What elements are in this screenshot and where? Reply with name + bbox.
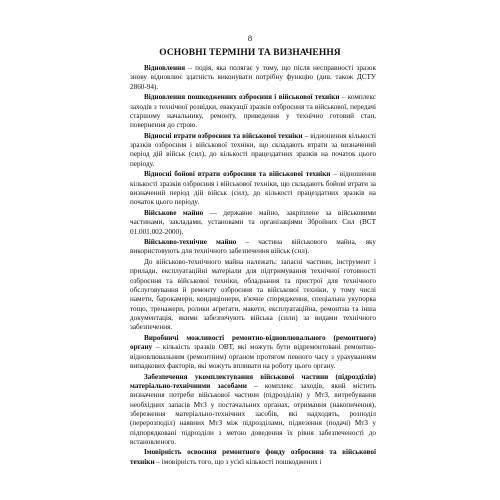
term: Відновлення пошкодженних озброєння і військової техніки <box>144 93 340 102</box>
term: Відносні бойові втрати озброєння та військової техніки <box>144 170 331 179</box>
term: Відносні втрати озброєння та військової техніки <box>144 131 303 140</box>
definition-paragraph <box>130 448 376 467</box>
page-number: 8 <box>247 33 253 43</box>
definition-paragraph <box>130 170 376 207</box>
document-body <box>130 64 376 468</box>
definition-paragraph <box>130 64 376 92</box>
definition-text: – комплекс заходів з технічної розвідки, евакуації зразків озброєння та військової, передачі старшому начальнику, ремонту, приведення у технічно готовий стан, повернення до строю. <box>130 93 376 130</box>
definition-paragraph <box>130 373 376 448</box>
definition-paragraph <box>130 238 376 257</box>
paragraph-text: До військово-технічного майна належать: запасні частини, інструмент і прилади, експлуатаційні матеріали для підтримування технічної готовності озброєння та військової техніки, обладнання та пристрої для технічного обслуговування й ремонту озброєння та військової техніки, у тому числі намети, барокамери, кондиціонери, в'ючне спорядження, спеціальна укупорка тощо, тренажери, ролики агрегати, макети, експлуатаційна, ремонтна та інша документація, якими забезпечують військa (сили) за видами технічного забезпечення. <box>130 258 376 332</box>
term: Відновлення <box>144 64 186 72</box>
term: Військове майно <box>144 208 204 217</box>
definition-paragraph <box>130 334 376 371</box>
definition-text: – частина військового майна, яку використовують для технічного забезпечення військ (сил). <box>130 238 376 256</box>
term: Військово-технічне майно <box>144 238 237 247</box>
definition-text: – імовірність того, що з усієї кількості пошкоджених і <box>154 457 322 466</box>
definition-text: – подія, яка полягає у тому, що після несправності зразок знову відновлює здатність виконувати потрібну функцію (див. також ДСТУ 2860-94). <box>130 64 376 91</box>
definition-text: – комплекс заходів, який містить визначення потреби військової частини (підрозділів) у МтЗ, витребування необхідних запасів МтЗ у постачальних органах, отримання (накопичення), збереження матеріально-технічних засобів, які надходять, розподіл (перерозподіл) наявних МтЗ між підрозділами, підвезення (подачі) МтЗ у підпорядковані підрозділи з метою доведення їх рівня забезпеченості до встановленого. <box>130 381 376 446</box>
definition-text: – відношення кількості зразків озброєння і військової техніки, що складають втрати за визначений період дій військ (сил), до кількості працездатних зразків на початок цього періоду. <box>130 131 376 168</box>
definition-paragraph <box>130 93 376 130</box>
term: Імовірність освоєння ремонтного фонду озброєння та військової техніки <box>130 448 376 466</box>
body-paragraph <box>130 258 376 333</box>
term: Виробничі можливості ремонтно-відновлювального (ремонтного) органу <box>130 333 376 352</box>
definition-paragraph <box>130 132 376 169</box>
section-heading: ОСНОВНІ ТЕРМІНИ ТА ВИЗНАЧЕННЯ <box>159 48 341 58</box>
definition-text: — державне майно, закріплене за військовими частинами, закладами, установами та організаціями Збройних Сил (ВСТ 01.001.002-2000). <box>130 208 376 236</box>
definition-text: – відношення кількості зразків озброєння і військової техніки, що складають бойові втрати за визначений період дій військ (сил), до кількості працездатних зразків на початок цього періоду. <box>130 170 376 207</box>
definition-paragraph <box>130 209 376 237</box>
term: Забезпечення укомплектування військової частини (підрозділів) матеріально-технічними засобами <box>130 372 376 390</box>
definition-text: – кількість зразків ОВТ, які можуть бути відремонтовані ремонтно-відновлювальним (ремонтним) органом протягом певного часу з урахуванням випадкових факторів, які можуть впливати на роботу цього органу. <box>130 343 376 370</box>
